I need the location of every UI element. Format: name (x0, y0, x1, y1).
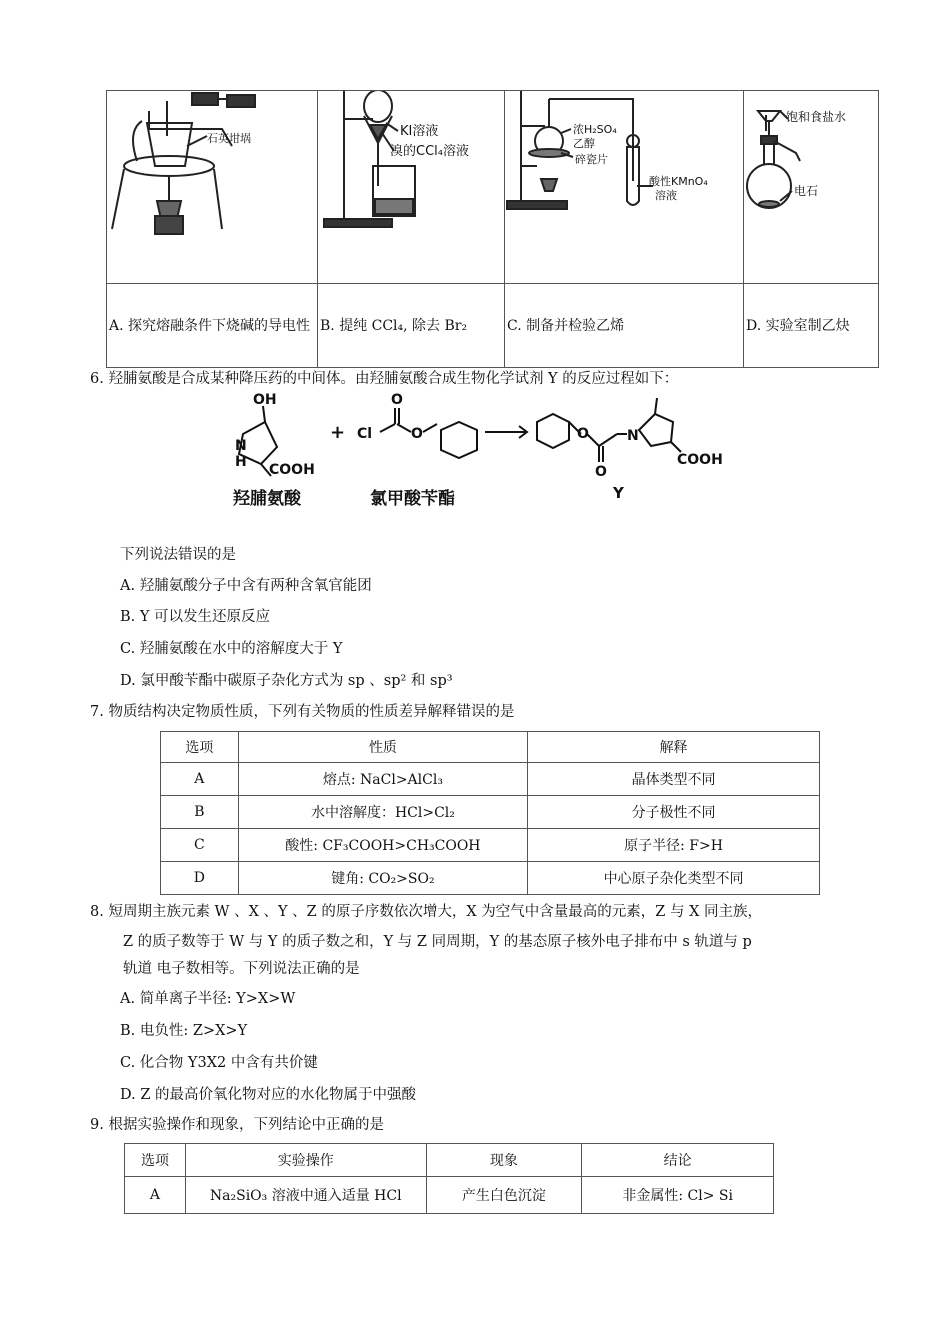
q9-header: 选项 (125, 1144, 186, 1177)
callout-porcelain-chips: 碎瓷片 (575, 153, 608, 166)
callout-brine: 饱和食盐水 (786, 110, 847, 124)
atom-oh-1: OH (253, 392, 277, 408)
q6-prompt: 下列说法错误的是 (120, 547, 236, 563)
callout-conc-h2so4: 浓H₂SO₄ (573, 123, 617, 136)
q7-header: 性质 (238, 732, 527, 763)
q7-cell: 原子半径: F>H (528, 829, 820, 862)
apparatus-cell-c (505, 91, 744, 284)
q6-stem: 6. 羟脯氨酸是合成某种降压药的中间体。由羟脯氨酸合成生物化学试剂 Y 的反应过程如下： (90, 371, 679, 387)
q7-cell: A (161, 763, 239, 796)
q9-header: 现象 (426, 1144, 582, 1177)
q9-header: 实验操作 (185, 1144, 426, 1177)
q7-cell: C (161, 829, 239, 862)
callout-calcium-carbide: 电石 (794, 184, 819, 198)
q8-option-a: A. 简单离子半径: Y>X>W (120, 991, 296, 1007)
q7-header: 解释 (528, 732, 820, 763)
apparatus-cell-b (318, 91, 505, 284)
q6-option-c: C. 羟脯氨酸在水中的溶解度大于 Y (120, 641, 343, 657)
atom-cooh-3: COOH (677, 452, 723, 468)
atom-h-1: H (235, 454, 247, 470)
apparatus-label-a: A. 探究熔融条件下烧碱的导电性 (107, 284, 318, 368)
q7-cell: 晶体类型不同 (528, 763, 820, 796)
callout-bromine-ccl4: 溴的CCl₄溶液 (390, 144, 469, 159)
q8-option-c: C. 化合物 Y3X2 中含有共价键 (120, 1055, 318, 1071)
atom-cooh-1: COOH (269, 462, 315, 478)
atom-cl: Cl (357, 426, 373, 442)
reaction-scheme (225, 392, 745, 512)
q9-table (124, 1143, 774, 1214)
q9-header: 结论 (582, 1144, 774, 1177)
q7-cell: D (161, 862, 239, 895)
apparatus-label-c: C. 制备并检验乙烯 (505, 284, 744, 368)
q7-table (160, 731, 820, 895)
q6-option-d: D. 氯甲酸苄酯中碳原子杂化方式为 sp 、sp² 和 sp³ (120, 673, 453, 689)
apparatus-b-diagram (318, 91, 504, 283)
q8-line-2: Z 的质子数等于 W 与 Y 的质子数之和，Y 与 Z 同周期，Y 的基态原子核外电子排布中 s 轨道与 p (123, 934, 752, 950)
apparatus-c-diagram (505, 91, 743, 283)
apparatus-d-diagram (744, 91, 878, 283)
q7-cell: 水中溶解度：HCl>Cl₂ (238, 796, 527, 829)
q9-cell: A (125, 1177, 186, 1214)
apparatus-label-d: D. 实验室制乙炔 (744, 284, 879, 368)
apparatus-cell-a (107, 91, 318, 284)
q9-cell: 产生白色沉淀 (426, 1177, 582, 1214)
q8-line-1: 8. 短周期主族元素 W 、X 、Y 、Z 的原子序数依次增大，X 为空气中含量最高的元素，Z 与 X 同主族， (90, 904, 763, 920)
q6-option-a: A. 羟脯氨酸分子中含有两种含氧官能团 (120, 578, 372, 594)
q9-stem: 9. 根据实验操作和现象，下列结论中正确的是 (90, 1117, 384, 1133)
q7-cell: B (161, 796, 239, 829)
q9-cell: Na₂SiO₃ 溶液中通入适量 HCl (185, 1177, 426, 1214)
q8-option-b: B. 电负性: Z>X>Y (120, 1023, 248, 1039)
q7-cell: 键角: CO₂>SO₂ (238, 862, 527, 895)
atom-o-carbonyl-2: O (391, 392, 403, 408)
apparatus-cell-d (744, 91, 879, 284)
q9-cell: 非金属性: Cl> Si (582, 1177, 774, 1214)
reactant2-name: 氯甲酸苄酯 (370, 489, 455, 509)
q7-cell: 中心原子杂化类型不同 (528, 862, 820, 895)
reactant1-name: 羟脯氨酸 (233, 489, 301, 509)
q6-option-b: B. Y 可以发生还原反应 (120, 609, 271, 625)
atom-n-3: N (627, 428, 639, 444)
q7-header: 选项 (161, 732, 239, 763)
q8-option-d: D. Z 的最高价氧化物对应的水化物属于中强酸 (120, 1087, 417, 1103)
apparatus-a-diagram (107, 91, 317, 283)
q7-cell: 酸性: CF₃COOH>CH₃COOH (238, 829, 527, 862)
callout-acid-kmno4: 酸性KMnO₄ (649, 175, 708, 188)
callout-ethanol: 乙醇 (573, 137, 595, 150)
atom-n-1: N (235, 438, 247, 454)
callout-quartz-crucible: 石英坩埚 (207, 132, 251, 145)
callout-solution: 溶液 (655, 189, 677, 202)
q8-line-3: 轨道 电子数相等。下列说法正确的是 (123, 961, 360, 977)
atom-o-carbonyl-3: O (595, 464, 607, 480)
plus-sign: + (330, 422, 346, 443)
q7-cell: 熔点: NaCl>AlCl₃ (238, 763, 527, 796)
q7-cell: 分子极性不同 (528, 796, 820, 829)
apparatus-table (106, 90, 879, 368)
atom-o-ester-3: O (577, 426, 589, 442)
product-name: Y (613, 484, 624, 502)
atom-o-ester-2: O (411, 426, 423, 442)
q7-stem: 7. 物质结构决定物质性质，下列有关物质的性质差异解释错误的是 (90, 704, 515, 720)
callout-ki-solution: KI溶液 (400, 124, 439, 139)
apparatus-label-b: B. 提纯 CCl₄, 除去 Br₂ (318, 284, 505, 368)
